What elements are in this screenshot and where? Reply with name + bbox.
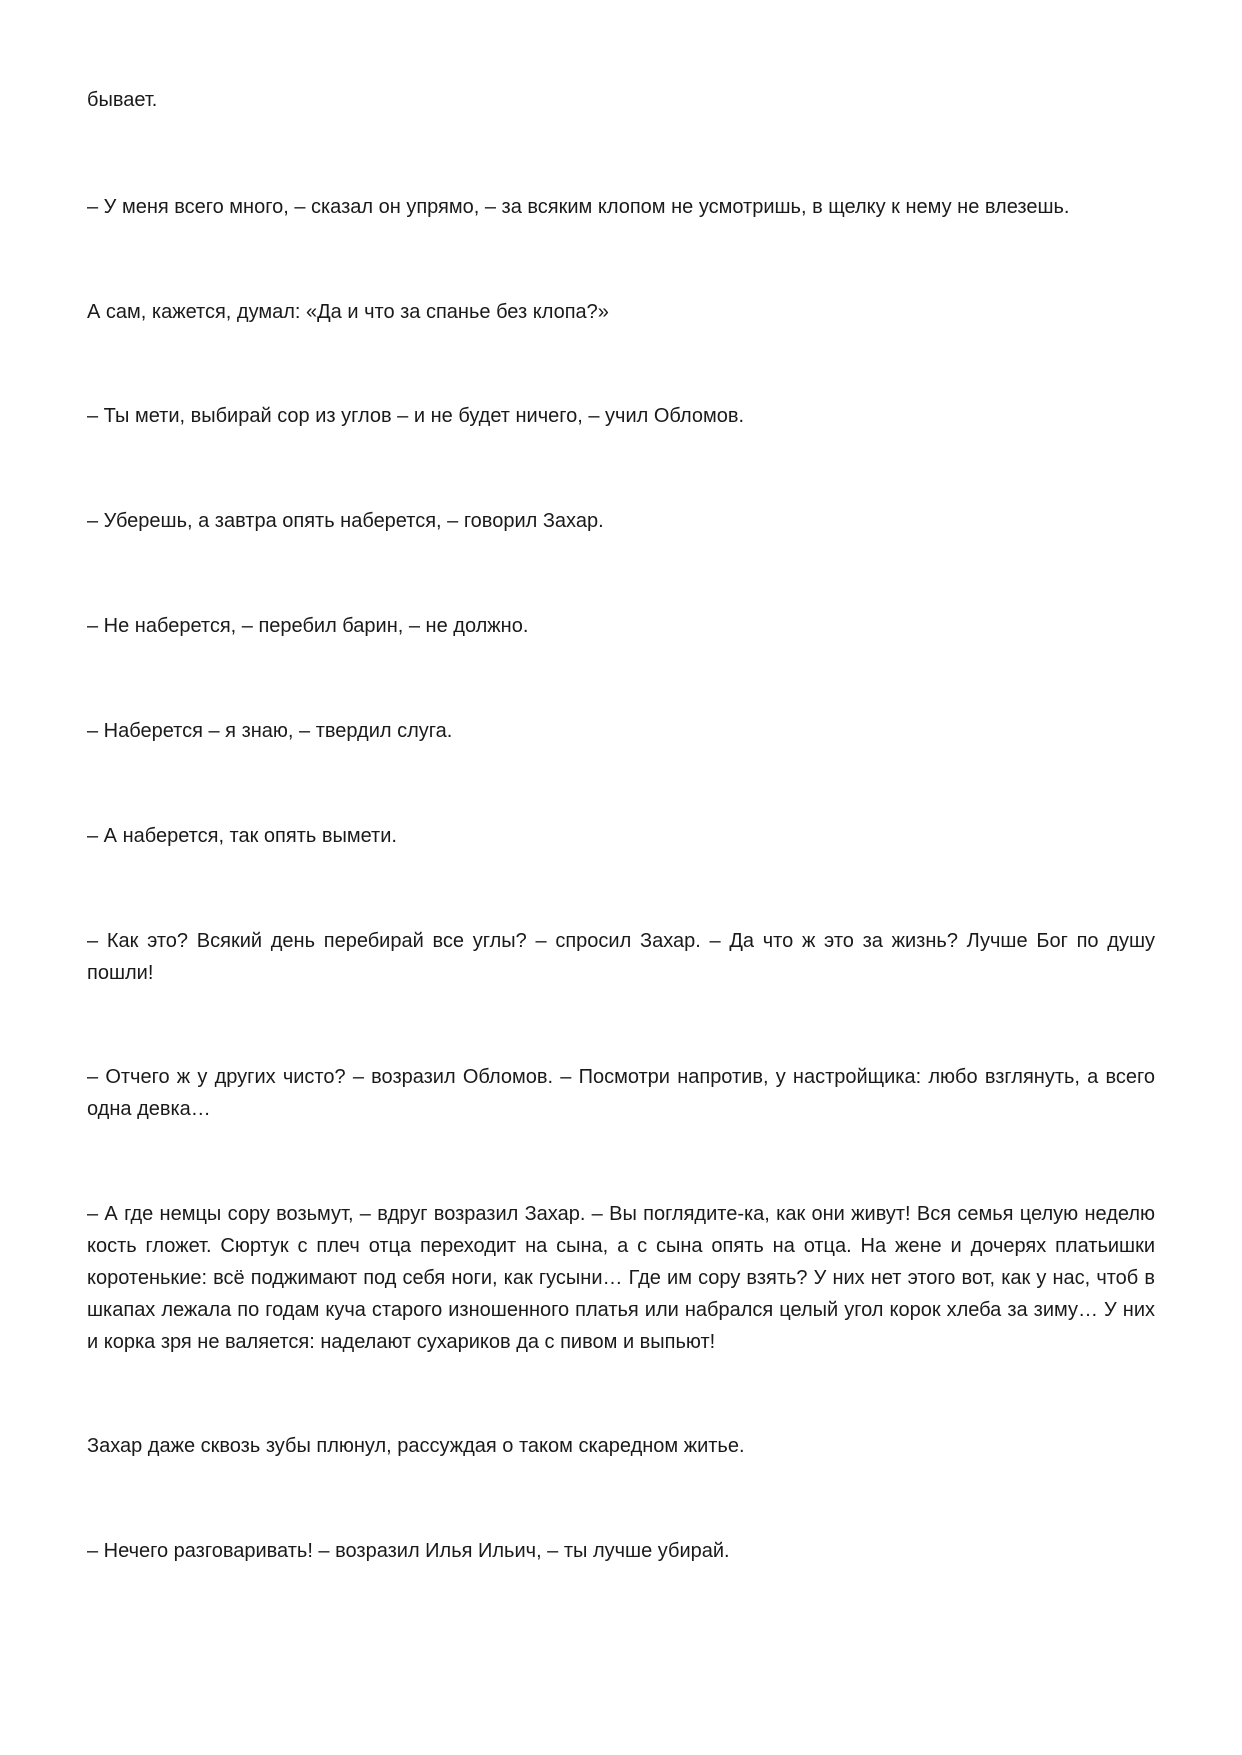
paragraph: – Ты мети, выбирай сор из углов – и не будет ничего, – учил Обломов. xyxy=(87,405,745,427)
paragraph: – Нечего разговаривать! – возразил Илья Ильич, – ты лучше убирай. xyxy=(87,1540,730,1562)
paragraph: – У меня всего много, – сказал он упрямо, – за всяким клопом не усмотришь, в щелку к нему не влезешь. xyxy=(87,196,1070,218)
paragraph: – Как это? Всякий день перебирай все углы? – спросил Захар. – Да что ж это за жизнь? Лучше Бог по душу пошли! xyxy=(87,930,1155,984)
paragraph: – Не наберется, – перебил барин, – не должно. xyxy=(87,615,529,637)
paragraph: – Наберется – я знаю, – твердил слуга. xyxy=(87,720,453,742)
paragraph: Захар даже сквозь зубы плюнул, рассуждая о таком скаредном житье. xyxy=(87,1435,745,1457)
paragraph: А сам, кажется, думал: «Да и что за спанье без клопа?» xyxy=(87,301,609,323)
paragraph: – А наберется, так опять вымети. xyxy=(87,825,397,847)
paragraph: – Уберешь, а завтра опять наберется, – говорил Захар. xyxy=(87,510,604,532)
paragraph: – Отчего ж у других чисто? – возразил Обломов. – Посмотри напротив, у настройщика: любо взглянуть, а всего одна девка… xyxy=(87,1066,1155,1120)
paragraph: бывает. xyxy=(87,89,158,111)
paragraph: – А где немцы сору возьмут, – вдруг возразил Захар. – Вы поглядите-ка, как они живут! Вся семья целую неделю кость гложет. Сюртук с плеч отца переходит на сына, а с сына опять на отца. На жене и дочерях платьишки коротенькие: всё поджимают под себя ноги, как гусыни… Где им сору взять? У них нет этого вот, как у нас, чтоб в шкапах лежала по годам куча старого изношенного платья или набрался целый угол корок хлеба за зиму… У них и корка зря не валяется: наделают сухариков да с пивом и выпьют! xyxy=(87,1203,1155,1353)
